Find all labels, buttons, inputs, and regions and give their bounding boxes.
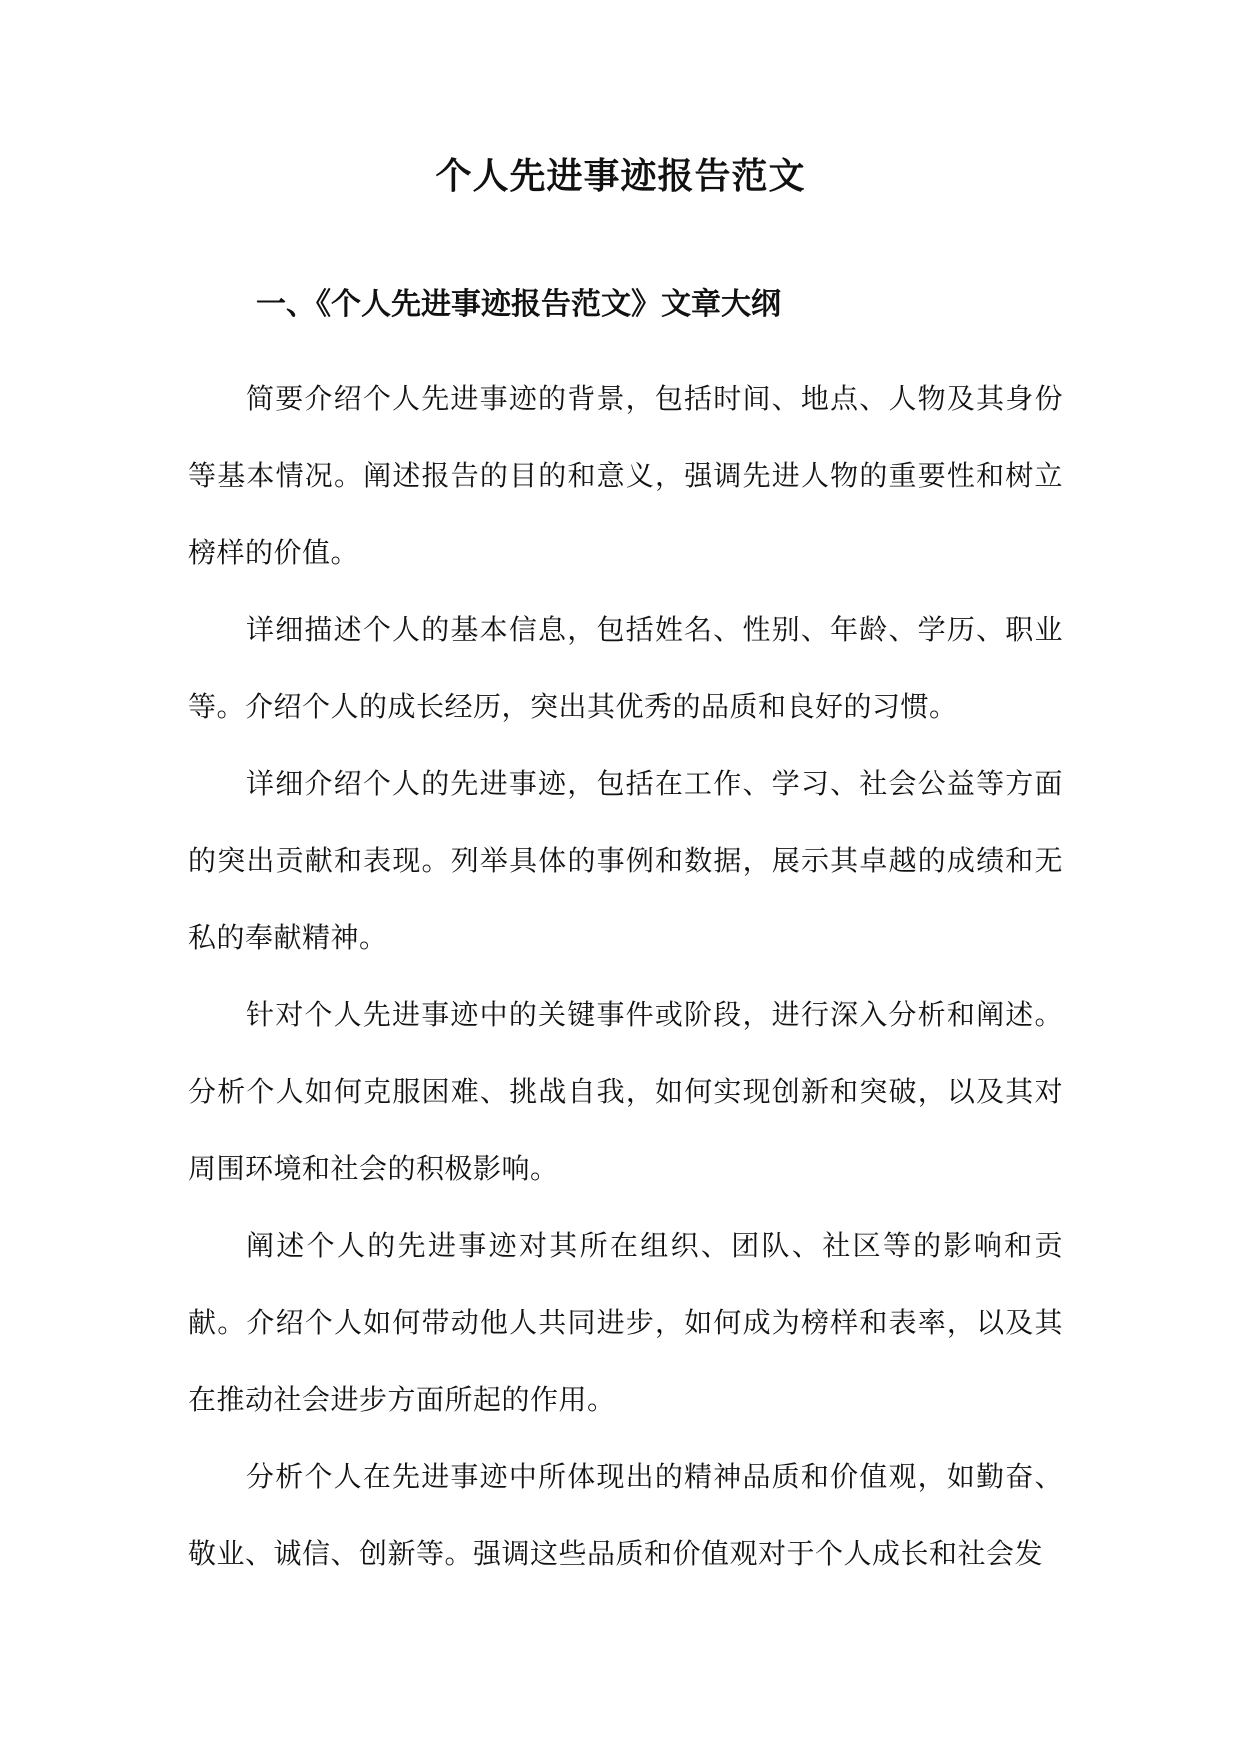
paragraph-4: 针对个人先进事迹中的关键事件或阶段，进行深入分析和阐述。分析个人如何克服困难、挑战自我，如何实现创新和突破，以及其对周围环境和社会的积极影响。 (188, 998, 1063, 1185)
paragraph-1: 简要介绍个人先进事迹的背景，包括时间、地点、人物及其身份等基本情况。阐述报告的目的和意义，强调先进人物的重要性和树立榜样的价值。 (188, 382, 1063, 569)
section-heading: 一、《个人先进事迹报告范文》文章大纲 (256, 287, 781, 322)
paragraph-2: 详细描述个人的基本信息，包括姓名、性别、年龄、学历、职业等。介绍个人的成长经历，突出其优秀的品质和良好的习惯。 (188, 613, 1063, 723)
paragraph-5: 阐述个人的先进事迹对其所在组织、团队、社区等的影响和贡献。介绍个人如何带动他人共同进步，如何成为榜样和表率，以及其在推动社会进步方面所起的作用。 (188, 1229, 1063, 1416)
document-title: 个人先进事迹报告范文 (435, 155, 806, 197)
paragraph-6: 分析个人在先进事迹中所体现出的精神品质和价值观，如勤奋、敬业、诚信、创新等。强调这些品质和价值观对于个人成长和社会发 (188, 1460, 1063, 1570)
document-body (188, 360, 1063, 1592)
paragraph-3: 详细介绍个人的先进事迹，包括在工作、学习、社会公益等方面的突出贡献和表现。列举具体的事例和数据，展示其卓越的成绩和无私的奉献精神。 (188, 767, 1063, 954)
